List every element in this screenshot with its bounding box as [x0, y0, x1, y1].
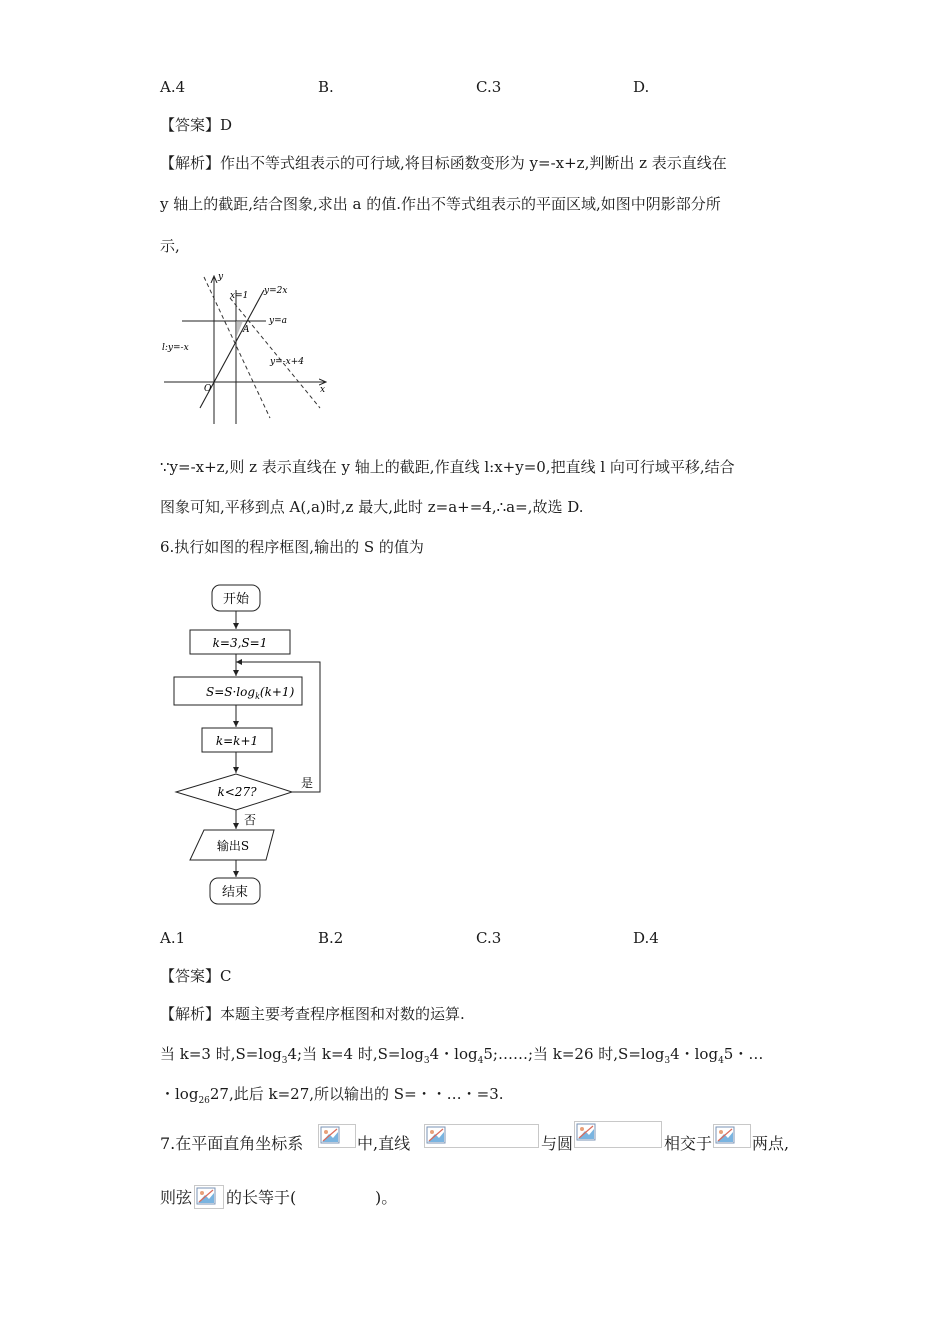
q6-option-a: A.1	[160, 929, 186, 947]
q7-text-6: 则弦	[160, 1188, 193, 1207]
point-a-label: A	[243, 325, 250, 335]
y-eq-neg-x-plus-4-label: y=-x+4	[270, 357, 305, 367]
q5-option-c: C.3	[476, 78, 502, 96]
y-axis-label: y	[218, 272, 224, 282]
q6-answer: 【答案】C	[160, 967, 232, 985]
q5-option-b: B.	[318, 78, 334, 96]
q6-flowchart	[170, 580, 330, 910]
q7-text-2: 中,直线	[357, 1134, 411, 1153]
q6-steps-line-2: ・$\log_{26}27$,此后 k=27,所以输出的 S=・・…・=3.	[160, 1085, 504, 1106]
flowchart-update-k-label: k=k+1	[215, 734, 259, 748]
q7-text-4: 相交于	[664, 1134, 713, 1153]
line-y-eq-neg-x-plus-4	[230, 298, 320, 408]
q5-conclusion-line-1: ∵y=-x+z,则 z 表示直线在 y 轴上的截距,作直线 l:x+y=0,把直线 l 向可行域平移,结合	[160, 458, 735, 476]
flowchart-yes-label: 是	[301, 776, 314, 790]
flowchart-init-label: k=3,S=1	[212, 636, 268, 650]
q7-broken-image-1	[318, 1124, 356, 1148]
q5-conclusion-line-2: 图象可知,平移到点 A(,a)时,z 最大,此时 z=a+=4,∴a=,故选 D.	[160, 498, 584, 516]
q7-broken-image-4	[713, 1124, 751, 1148]
q7-broken-image-3	[574, 1121, 662, 1148]
q7-text-1: 7.在平面直角坐标系	[160, 1134, 304, 1153]
q6-analysis: 【解析】本题主要考查程序框图和对数的运算.	[160, 1005, 465, 1023]
flowchart-end-label: 结束	[221, 885, 249, 900]
q5-analysis-line-1: 【解析】作出不等式组表示的可行域,将目标函数变形为 y=-x+z,判断出 z 表示直线在	[160, 154, 727, 172]
q5-analysis-line-2: y 轴上的截距,结合图象,求出 a 的值.作出不等式组表示的平面区域,如图中阴影部分所	[160, 195, 721, 213]
flowchart-no-label: 否	[244, 813, 257, 827]
broken-image-icon	[196, 1187, 216, 1205]
q6-stem: 6.执行如图的程序框图,输出的 S 的值为	[160, 538, 424, 556]
flowchart-output-label: 输出S	[216, 839, 250, 853]
q5-option-a: A.4	[160, 78, 186, 96]
q5-feasible-region-graph	[160, 268, 340, 428]
q5-option-d: D.	[633, 78, 650, 96]
q5-analysis-line-3: 示,	[160, 237, 180, 255]
q5-answer: 【答案】D	[160, 116, 233, 134]
x-axis-label: x	[320, 385, 326, 395]
q6-option-d: D.4	[633, 929, 659, 947]
flowchart-start-label: 开始	[222, 592, 250, 607]
q7-text-8: )。	[375, 1188, 398, 1207]
y-eq-a-label: y=a	[269, 316, 287, 326]
broken-image-icon	[576, 1123, 596, 1141]
flowchart-update-s-label: $S=S\cdot\log_k(k+1)$	[206, 685, 295, 701]
broken-image-icon	[320, 1126, 340, 1144]
origin-label: O	[204, 384, 212, 394]
q6-option-c: C.3	[476, 929, 502, 947]
flowchart-decision-label: k<27?	[217, 785, 257, 799]
q7-broken-image-5	[194, 1185, 224, 1209]
q6-steps-line-1: 当 k=3 时$,S=\log_34$;当 k=4 时$,S=\log_34$・$\log_45;\dots\dots$;当 k=26 时$,S=\log_34$・$\log_45$・…	[160, 1045, 764, 1066]
broken-image-icon	[426, 1126, 446, 1144]
broken-image-icon	[715, 1126, 735, 1144]
q7-text-3: 与圆	[541, 1134, 574, 1153]
q6-option-b: B.2	[318, 929, 344, 947]
y-eq-2x-label: y=2x	[264, 286, 288, 296]
q7-broken-image-2	[424, 1124, 539, 1148]
q7-text-7: 的长等于(	[226, 1188, 297, 1207]
q7-text-5: 两点,	[752, 1134, 790, 1153]
x-eq-1-label: x=1	[230, 291, 249, 301]
l-line-label: l:y=-x	[162, 343, 189, 353]
